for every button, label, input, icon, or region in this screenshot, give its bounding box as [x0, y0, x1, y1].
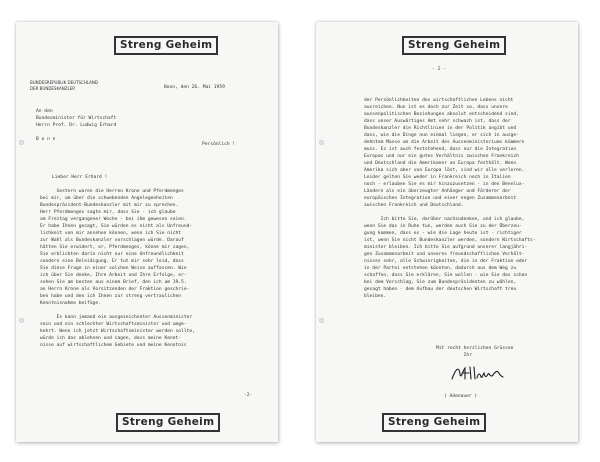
punch-hole: [319, 318, 324, 323]
punch-hole: [19, 318, 24, 323]
place-date: Bonn, den 26. Mai 1959: [164, 85, 225, 90]
punch-hole: [19, 140, 24, 145]
recipient-address: An den Bundesminister für Wirtschaft Herrn Prof. Dr. Ludwig Erhard B o n n: [36, 109, 117, 142]
classification-stamp-top: Streng Geheim: [402, 36, 506, 55]
handwritten-signature: [450, 364, 506, 382]
letter-page-1: [16, 22, 278, 442]
salutation: Lieber Herr Erhard !: [52, 175, 108, 180]
continuation-mark: -2-: [244, 393, 253, 398]
classification-stamp-bottom: Streng Geheim: [382, 413, 486, 432]
page-number: - 2 -: [432, 67, 446, 72]
letter-page-2: [316, 22, 578, 442]
closing: Mit recht herzlichen Grüssen Ihr: [436, 346, 514, 358]
personal-note: Persönlich !: [202, 142, 236, 147]
classification-stamp-bottom: Streng Geheim: [116, 413, 220, 432]
letter-body: Gestern waren die Herren Krone und Pferdmenges bei mir, um über die schwebenden Angelegenheiten Bundespräsident-Bundeskanzler mit mir zu sprechen. Herr Pferdmenges sagte mir, dass Sie - ich glaube am Freitag vergangener Woche - bei ihm gewesen seien. Er habe Ihnen gesagt, Sie würden es nicht als Unfreund- lichkeit von mir ansehen können, wenn ich Sie nicht zur Wahl als Bundeskanzler vorschlagen würde. Darauf hätten Sie erwidert, er, Pferdmenges, könne mir sagen, Sie erblickten darin nicht nur eine Unfreundlichkeit sondern eine Beleidigung. Er tut mir sehr leid, dass Sie diese Frage in einer solchen Weise auffassen. Wie ich über Sie denke, Ihre Arbeit und Ihre Erfolge, er- sehen Sie am besten aus einem Brief, den ich am 19.5. an Herrn Krone als Vorsitzenden der Fraktion geschrie- ben habe und den ich Ihnen zur streng vertraulichen Kenntnisnahme beifüge. Es kann jemand ein ausgezeichneter Aussenminister sein und ein schlechter Wirtschaftsminister und umge- kehrt. Wenn ich jetzt Wirtschaftsminister werden sollte, würde ich das ablehnen und sagen, dass meine Kennt- nisse auf wirtschaftlichem Gebiete und meine Kenntnis: [40, 189, 195, 348]
letter-body: der Persönlichkeiten des wirtschaftlichen Lebens nicht ausreichen. Nun ist es doch zur Zeit so, dass unsere aussenpolitischen Beziehungen absolut entscheidend sind, dass unser Auswärtiges Amt sehr schwach ist, dass der Bundeskanzler die Richtlinien in der Politik angibt und dass, wie die Dinge nun einmal liegen, er sich in ausge- dehntem Masse um die Arbeit des Aussenministeriums kümmern muss. Es ist auch feststehend, dass nur die Integration Europas und nur ein gutes Verhältnis zwischen Frankreich und Deutschland die Amerikaner an Europa festhält. Wenn Amerika sich aber von Europa löst, sind wir alle verloren. Leider gelten Sie weder in Frankreich noch in Italien noch - erlauben Sie es mir hinzuzusetzen - in den Benelux- Ländern als ein überzeugter Anhänger und Förderer der europäischen Integration und einer engen Zusammenarbeit zwischen Frankreich und Deutschland. Ich bitte Sie, darüber nachzudenken, und ich glaube, wenn Sie das in Ruhe tun, werden auch Sie zu der Überzeu- gung kommen, dass es - wie die Lage heute ist - richtiger ist, wenn Sie nicht Bundeskanzler werden, sondern Wirtschafts- minister bleiben. Ich bitte Sie aufgrund unserer langjähri- gen Zusammenarbeit und unseres freundschaftlichen Verhält- nisses sehr, alle Schwierigkeiten, die in der Fraktion oder in der Partei entstehen könnten, dadurch aus dem Weg zu schaffen, dass Sie erklären, Sie wollen - wie Sie das schon bei dem Vorschlag, Sie zum Bundespräsidenten zu wählen, gesagt haben - dem Aufbau der deutschen Wirtschaft treu bleiben.: [364, 98, 536, 299]
punch-hole: [319, 140, 324, 145]
letterhead: BUNDESREPUBLIK DEUTSCHLAND DER BUNDESKANZLER: [30, 80, 98, 91]
signature-name: ( Adenauer ): [444, 394, 478, 399]
classification-stamp-top: Streng Geheim: [114, 36, 218, 55]
